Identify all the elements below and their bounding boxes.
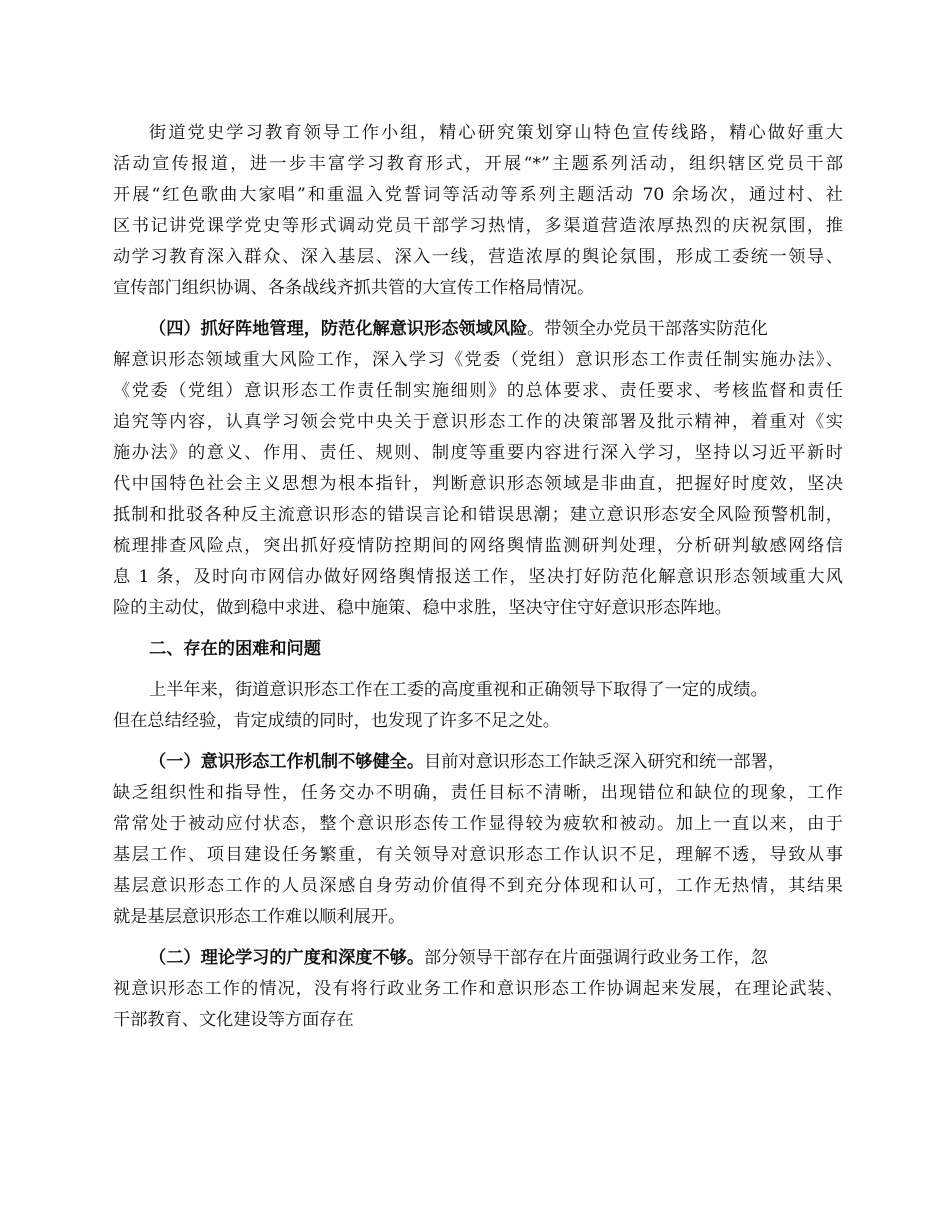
text-line: 险的主动仗，做到稳中求进、稳中施策、稳中求胜，坚决守住守好意识形态阵地。 [113,598,732,618]
text-line [113,943,843,974]
text-line: 活动宣传报道，进一步丰富学习教育形式，开展“*”主题系列活动，组织辖区党员干部 [113,154,843,174]
paragraph-party-history-education [113,118,843,304]
text-line: 《党委（党组）意识形态工作责任制实施细则》的总体要求、责任要求、考核监督和责任 [113,381,843,401]
text-line: 视意识形态工作的情况，没有将行政业务工作和意识形态工作协调起来发展，在理论武装、 [113,979,843,999]
section-heading-difficulties [113,634,843,665]
text-run: 目前对意识形态工作缺乏深入研究和统一部署， [424,752,785,772]
text-run: 。带领全办党员干部落实防范化 [527,319,768,339]
text-run: 部分领导干部存在片面强调行政业务工作，忽 [424,948,768,968]
subsection-heading: （一）意识形态工作机制不够健全。 [149,752,425,772]
subsection-heading: （二）理论学习的广度和深度不够。 [149,948,425,968]
text-line: 基层工作、项目建设任务繁重，有关领导对意识形态工作认识不足，理解不透，导致从事 [113,845,843,865]
paragraph-mechanism-issue [113,747,843,933]
text-line: 就是基层意识形态工作难以顺利展开。 [113,907,406,927]
subsection-heading: （四）抓好阵地管理，防范化解意识形态领域风险 [149,319,528,339]
text-line: 追究等内容，认真学习领会党中央关于意识形态工作的决策部署及批示精神，着重对《实 [113,412,843,432]
text-line: 息 1 条，及时向市网信办做好网络舆情报送工作，坚决打好防范化解意识形态领域重大风 [113,567,843,587]
text-line: 区书记讲党课学党史等形式调动党员干部学习热情，多渠道营造浓厚热烈的庆祝氛围，推 [113,216,843,236]
text-line: 宣传部门组织协调、各条战线齐抓共管的大宣传工作格局情况。 [113,278,595,298]
text-line: 施办法》的意义、作用、责任、规则、制度等重要内容进行深入学习，坚持以习近平新时 [113,443,843,463]
text-line: 抵制和批驳各种反主流意识形态的错误言论和错误思潮；建立意识形态安全风险预警机制， [113,505,843,525]
paragraph-summary [113,675,843,737]
text-line: 上半年来，街道意识形态工作在工委的高度重视和正确领导下取得了一定的成绩。 [149,680,768,700]
text-line: 缺乏组织性和指导性，任务交办不明确，责任目标不清晰，出现错位和缺位的现象，工作 [113,783,843,803]
text-line: 代中国特色社会主义思想为根本指针，判断意识形态领域是非曲直，把握好时度效，坚决 [113,474,843,494]
text-line: 干部教育、文化建设等方面存在 [113,1010,354,1030]
document-body [113,118,843,1036]
text-line: 解意识形态领域重大风险工作，深入学习《党委（党组）意识形态工作责任制实施办法》、 [113,350,843,370]
paragraph-position-management [113,314,843,624]
paragraph-theory-study-issue [113,943,843,1036]
text-line: 但在总结经验，肯定成绩的同时，也发现了许多不足之处。 [113,711,560,731]
text-line: 基层意识形态工作的人员深感自身劳动价值得不到充分体现和认可，工作无热情，其结果 [113,876,843,896]
text-line: 动学习教育深入群众、深入基层、深入一线，营造浓厚的舆论氛围，形成工委统一领导、 [113,247,843,267]
text-line: 开展“红色歌曲大家唱”和重温入党誓词等活动等系列主题活动 70 余场次，通过村、社 [113,185,843,205]
text-line: 常常处于被动应付状态，整个意识形态传工作显得较为疲软和被动。加上一直以来，由于 [113,814,843,834]
text-line: 梳理排查风险点，突出抓好疫情防控期间的网络舆情监测研判处理，分析研判敏感网络信 [113,536,843,556]
text-line: 街道党史学习教育领导工作小组，精心研究策划穿山特色宣传线路，精心做好重大 [149,123,843,143]
text-line [113,314,843,345]
section-heading: 二、存在的困难和问题 [149,639,321,659]
text-line [113,747,843,778]
